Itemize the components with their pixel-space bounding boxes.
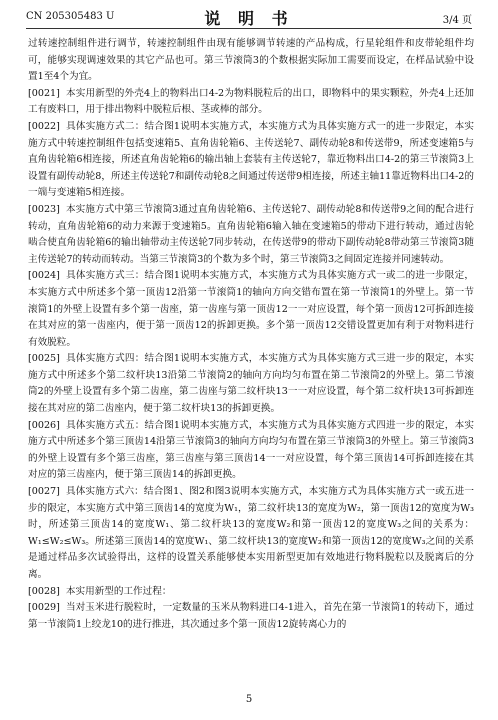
paragraph-text: 具体实施方式二：结合图1说明本实施方式，本实施方式为具体实施方式一的进一步限定，本实施方式中转速控制组件包括变速箱5、直角齿轮箱6、主传送轮7、副传动轮8和传送带9，所述变速箱5与直角齿轮箱6相连接，所述直角齿轮箱6的输出轴上套装有主传送轮7，靠近物料出口4-2的第三节滚筒3上设置有副传动轮8，所述主传送轮7和副传动轮8之间通过传送带9相连接，所述主轴11靠近物料出口4-2的一端与变速箱5相连接。 xyxy=(28,120,474,199)
paragraph xyxy=(28,600,474,633)
paragraph xyxy=(28,268,474,351)
paragraph xyxy=(28,351,474,417)
paragraph-number: [0027] xyxy=(28,486,60,498)
paragraph-text: 具体实施方式五：结合图1说明本实施方式，本实施方式为具体实施方式四进一步的限定，本实施方式中所述多个第三顶齿14沿第三节滚筒3的轴向方向均匀布置在第三节滚筒3的外壁上。第三节滚筒3的外壁上设置有多个第三齿座，第三齿座与第三顶齿14一一对应设置，每个第三顶齿14可拆卸连接在其对应的第三齿座内，便于第三顶齿14的拆卸更换。 xyxy=(28,419,474,481)
paragraph-number: [0029] xyxy=(28,602,60,614)
paragraph xyxy=(28,484,474,584)
paragraph-number: [0021] xyxy=(28,87,60,99)
paragraph-number: [0022] xyxy=(28,120,60,132)
paragraph-text: 过转速控制组件进行调节，转速控制组件由现有能够调节转速的产品构成，行星轮组件和皮带轮组件均可，能够实现调速效果的其它产品也可。第三节滚筒3的个数根据实际加工需要而设定，在样品试验中设置1至4个为宜。 xyxy=(28,38,474,83)
paragraph-text: 具体实施方式四：结合图1说明本实施方式，本实施方式为具体实施方式三进一步的限定，本实施方式中所述多个第二纹杆块13沿第二节滚筒2的轴向方向均匀布置在第二节滚筒2的外壁上。第二节滚筒2的外壁上设置有多个第二齿座，第二齿座与第二纹杆块13一一对应设置，每个第二纹杆块13可拆卸连接在其对应的第二齿座内，便于第二纹杆块13的拆卸更换。 xyxy=(28,353,474,415)
page-header xyxy=(26,6,472,26)
paragraph-number: [0023] xyxy=(28,203,60,215)
publication-number: CN 205305483 U xyxy=(26,11,115,22)
paragraph xyxy=(28,418,474,484)
paragraph xyxy=(28,119,474,202)
paragraph-text: 具体实施方式六：结合图1、图2和图3说明本实施方式，本实施方式为具体实施方式一或五进一步的限定，本实施方式中第三顶齿14的宽度为W₁，第二纹杆块13的宽度为W₂，第一顶齿12的宽度为W₃时，所述第三顶齿14的宽度W₁、第二纹杆块13的宽度W₂和第一顶齿12的宽度W₃之间的关系为：W₁≤W₂≤W₃。所述第三顶齿14的宽度W₁、第二纹杆块13的宽度W₂和第一顶齿12的宽度W₃之间的关系是通过样品多次试验得出，这样的设置关系能够使本实用新型更加有效地进行物料脱粒以及脱离后的分离。 xyxy=(28,486,474,580)
page-number: 5 xyxy=(245,694,253,705)
document-title: 说 明 书 xyxy=(204,9,294,28)
paragraph xyxy=(28,36,474,86)
paragraph-text: 本实施方式中第三节滚筒3通过直角齿轮箱6、主传送轮7、副传动轮8和传送带9之间的配合进行转动，直角齿轮箱6的动力来源于变速箱5。直角齿轮箱6输入轴在变速箱5的带动下进行转动，通过齿轮啮合使直角齿轮箱6的输出轴带动主传送轮7同步转动，在传送带9的带动下副传动轮8带动第三节滚筒3随主传送轮7的转动而转动。当第三节滚筒3的个数为多个时，第三节滚筒3之间固定连接并同速转动。 xyxy=(28,203,474,265)
paragraph-text: 具体实施方式三：结合图1说明本实施方式，本实施方式为具体实施方式一或二的进一步限定，本实施方式中所述多个第一顶齿12沿第一节滚筒1的轴向方向交错布置在第一节滚筒1的外壁上。第一节滚筒1的外壁上设置有多个第一齿座，第一齿座与第一顶齿12一一对应设置，每个第一顶齿12可拆卸连接在其对应的第一齿座内，便于第一顶齿12的拆卸更换。多个第一顶齿12交错设置更加有利于对物料进行有效脱粒。 xyxy=(28,270,474,348)
paragraph-text: 本实用新型的工作过程： xyxy=(65,585,172,597)
page-indicator: 3/4 页 xyxy=(442,15,472,26)
paragraph xyxy=(28,86,474,119)
document-body xyxy=(28,36,474,633)
paragraph-number: [0028] xyxy=(28,585,60,597)
paragraph-number: [0025] xyxy=(28,353,60,365)
paragraph-number: [0026] xyxy=(28,419,60,431)
paragraph-text: 本实用新型的外壳4上的物料出口4-2为物料脱粒后的出口，即物料中的果实颗粒，外壳4上还加工有废料口，用于排出物料中脱粒后根、茎或棒的部分。 xyxy=(28,87,474,116)
header-rule xyxy=(26,28,472,29)
paragraph xyxy=(28,202,474,268)
paragraph-number: [0024] xyxy=(28,270,60,282)
paragraph xyxy=(28,584,474,601)
paragraph-text: 当对玉米进行脱粒时，一定数量的玉米从物料进口4-1进入，首先在第一节滚筒1的转动下，通过第一节滚筒1上绞龙10的进行推进，其次通过多个第一顶齿12旋转离心力的 xyxy=(28,602,474,630)
